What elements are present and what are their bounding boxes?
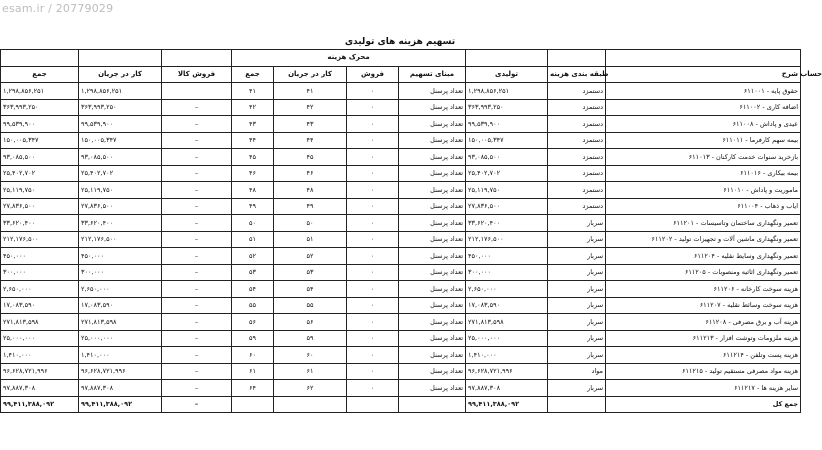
cell-basis: تعداد پرسنل xyxy=(399,314,466,331)
cell-wip-driver: ۵۴ xyxy=(274,281,347,298)
cell-production: ۲,۶۵۰,۰۰۰ xyxy=(466,281,548,298)
cell-basis: تعداد پرسنل xyxy=(399,347,466,364)
watermark: esam.ir / 20779029 xyxy=(2,2,114,15)
cell-sales: ۰ xyxy=(347,297,399,314)
cell-sales: ۰ xyxy=(347,330,399,347)
cell-sales: ۰ xyxy=(347,281,399,298)
cell-production: ۴۵۰,۰۰۰ xyxy=(466,248,548,265)
cell-sales: ۰ xyxy=(347,347,399,364)
cell-sales: ۰ xyxy=(347,149,399,166)
total-label: جمع کل xyxy=(606,396,801,413)
cell-sales: ۰ xyxy=(347,248,399,265)
cell-sold: – xyxy=(162,297,232,314)
cell-basis: تعداد پرسنل xyxy=(399,281,466,298)
col-total: جمع xyxy=(1,66,79,83)
table-row xyxy=(1,363,801,380)
cell-classification: مواد xyxy=(548,363,606,380)
table-row xyxy=(1,231,801,248)
cell-wip-driver: ۵۳ xyxy=(274,264,347,281)
cell-sold xyxy=(162,83,232,100)
cell-sum: ۶۴ xyxy=(232,380,274,397)
cell-total: ۹۹,۵۳۹,۹۰۰ xyxy=(1,116,79,133)
cell-total: ۲,۶۵۰,۰۰۰ xyxy=(1,281,79,298)
cell-total: ۱۷,۰۸۳,۵۹۰ xyxy=(1,297,79,314)
cell-sales: ۰ xyxy=(347,83,399,100)
cell-wip: ۲۷۱,۸۱۳,۵۹۸ xyxy=(79,314,162,331)
cell-classification: سربار xyxy=(548,297,606,314)
cell-sold: – xyxy=(162,330,232,347)
cell-wip-driver: ۴۲ xyxy=(274,99,347,116)
cell-basis: تعداد پرسنل xyxy=(399,149,466,166)
cell-total: ۹۷,۸۸۷,۳۰۸ xyxy=(1,380,79,397)
cell-sum: ۴۸ xyxy=(232,182,274,199)
cell-description: بازخرید سنوات خدمت کارکنان - ۶۱۱۰۱۳ xyxy=(606,149,801,166)
cell-description: هزینه سوخت کارخانه - ۶۱۱۲۰۶ xyxy=(606,281,801,298)
cost-allocation-table xyxy=(0,49,822,413)
cell-basis: تعداد پرسنل xyxy=(399,116,466,133)
cell-basis: تعداد پرسنل xyxy=(399,182,466,199)
cell-sales: ۰ xyxy=(347,116,399,133)
cell-description: هزینه سوخت وسائط نقلیه - ۶۱۱۲۰۷ xyxy=(606,297,801,314)
empty-cell xyxy=(232,396,274,413)
cell-sold: – xyxy=(162,363,232,380)
cell-sales: ۰ xyxy=(347,99,399,116)
cell-classification: دستمزد xyxy=(548,149,606,166)
table-row xyxy=(1,83,801,100)
cell-basis: تعداد پرسنل xyxy=(399,248,466,265)
cell-sold: – xyxy=(162,314,232,331)
cell-sales: ۰ xyxy=(347,231,399,248)
cell-wip-driver: ۵۵ xyxy=(274,297,347,314)
cell-production: ۱۵۰,۰۰۵,۳۴۷ xyxy=(466,132,548,149)
cell-wip: ۲۵,۰۰۰,۰۰۰ xyxy=(79,330,162,347)
cell-classification: دستمزد xyxy=(548,132,606,149)
table-row xyxy=(1,347,801,364)
table-row xyxy=(1,132,801,149)
cell-description: بیمه سهم کارفرما - ۶۱۱۰۱۱ xyxy=(606,132,801,149)
cell-wip: ۱۷,۰۸۳,۵۹۰ xyxy=(79,297,162,314)
cell-classification: دستمزد xyxy=(548,182,606,199)
cell-total: ۲۷۱,۸۱۳,۵۹۸ xyxy=(1,314,79,331)
cell-total: ۹۶,۶۲۸,۷۲۱,۹۹۶ xyxy=(1,363,79,380)
cell-sum: ۵۶ xyxy=(232,314,274,331)
cell-sold: – xyxy=(162,116,232,133)
cell-description: هزینه پست وتلفن - ۶۱۱۲۱۴ xyxy=(606,347,801,364)
cell-production: ۲۵,۱۱۹,۷۵۰ xyxy=(466,182,548,199)
cell-wip: ۹۶,۶۲۸,۷۲۱,۹۹۶ xyxy=(79,363,162,380)
cell-sold: – xyxy=(162,99,232,116)
cell-wip-driver: ۵۹ xyxy=(274,330,347,347)
table-row xyxy=(1,281,801,298)
cell-wip: ۴۵۰,۰۰۰ xyxy=(79,248,162,265)
cell-basis: تعداد پرسنل xyxy=(399,330,466,347)
cell-description: ماموریت و پاداش - ۶۱۱۰۱۰ xyxy=(606,182,801,199)
cell-classification: سربار xyxy=(548,248,606,265)
cell-sales: ۰ xyxy=(347,314,399,331)
cell-total: ۲۵,۴۰۲,۷۰۲ xyxy=(1,165,79,182)
empty-cell xyxy=(274,396,347,413)
cell-description: ایاب و ذهاب - ۶۱۱۰۰۴ xyxy=(606,198,801,215)
cell-total: ۱,۴۱۰,۰۰۰ xyxy=(1,347,79,364)
header-row-top xyxy=(1,50,801,67)
cell-sum: ۴۴ xyxy=(232,132,274,149)
col-description: شرح حساب xyxy=(606,66,801,83)
cell-sum: ۵۵ xyxy=(232,297,274,314)
cell-sales: ۰ xyxy=(347,165,399,182)
empty-cell xyxy=(548,396,606,413)
cell-wip-driver: ۴۹ xyxy=(274,198,347,215)
cell-sold: – xyxy=(162,182,232,199)
cell-sum: ۵۱ xyxy=(232,231,274,248)
cell-wip-driver: ۴۳ xyxy=(274,116,347,133)
cell-sum: ۴۵ xyxy=(232,149,274,166)
cell-sales: ۰ xyxy=(347,264,399,281)
cell-sold: – xyxy=(162,231,232,248)
table-row xyxy=(1,149,801,166)
cell-classification: سربار xyxy=(548,330,606,347)
cell-basis: تعداد پرسنل xyxy=(399,231,466,248)
col-classification: طبقه بندی هزینه xyxy=(548,66,606,83)
cell-classification: سربار xyxy=(548,314,606,331)
cell-wip: ۲۱۲,۱۷۶,۵۰۰ xyxy=(79,231,162,248)
cell-classification: سربار xyxy=(548,231,606,248)
cell-sales: ۰ xyxy=(347,363,399,380)
table-row xyxy=(1,264,801,281)
cell-wip-driver: ۵۰ xyxy=(274,215,347,232)
cell-wip-driver: ۵۱ xyxy=(274,231,347,248)
cell-sold: – xyxy=(162,198,232,215)
cell-wip-driver: ۴۴ xyxy=(274,132,347,149)
cell-sold: – xyxy=(162,264,232,281)
cell-sum: ۶۰ xyxy=(232,347,274,364)
cell-sales: ۰ xyxy=(347,215,399,232)
empty-cell xyxy=(347,396,399,413)
cell-production: ۱۷,۰۸۳,۵۹۰ xyxy=(466,297,548,314)
cell-description: تعمیر ونگهداری وسایط نقلیه - ۶۱۱۲۰۴ xyxy=(606,248,801,265)
cell-total: ۴۵۰,۰۰۰ xyxy=(1,248,79,265)
cell-production: ۹۷,۸۸۷,۳۰۸ xyxy=(466,380,548,397)
cell-wip: ۱۵۰,۰۰۵,۳۴۷ xyxy=(79,132,162,149)
cell-classification: سربار xyxy=(548,264,606,281)
cell-basis: تعداد پرسنل xyxy=(399,380,466,397)
cell-basis: تعداد پرسنل xyxy=(399,264,466,281)
cell-basis: تعداد پرسنل xyxy=(399,83,466,100)
cell-description: هزینه آب و برق مصرفی - ۶۱۱۲۰۸ xyxy=(606,314,801,331)
col-sold-goods: فروش کالا xyxy=(162,66,232,83)
grand-total-row xyxy=(1,396,801,413)
cell-description: اضافه کاری - ۶۱۱۰۰۲ xyxy=(606,99,801,116)
col-wip: کار در جریان xyxy=(79,66,162,83)
cell-wip: ۳۳,۶۲۰,۴۰۰ xyxy=(79,215,162,232)
cell-total: ۱۵۰,۰۰۵,۳۴۷ xyxy=(1,132,79,149)
cell-basis: تعداد پرسنل xyxy=(399,297,466,314)
cell-production: ۲۱۲,۱۷۶,۵۰۰ xyxy=(466,231,548,248)
cell-classification: دستمزد xyxy=(548,116,606,133)
cell-sales: ۰ xyxy=(347,198,399,215)
cell-sum: ۵۲ xyxy=(232,248,274,265)
table-row xyxy=(1,182,801,199)
cell-wip: ۲,۶۵۰,۰۰۰ xyxy=(79,281,162,298)
cell-basis: تعداد پرسنل xyxy=(399,198,466,215)
cell-production: ۱,۲۹۸,۸۵۶,۲۵۱ xyxy=(466,83,548,100)
cell-total: ۲۵,۰۰۰,۰۰۰ xyxy=(1,330,79,347)
cell-sold: – xyxy=(162,248,232,265)
table-row xyxy=(1,215,801,232)
cell-wip-driver: ۵۶ xyxy=(274,314,347,331)
cell-description: بیمه بیکاری - ۶۱۱۰۱۶ xyxy=(606,165,801,182)
cell-total: ۲۱۲,۱۷۶,۵۰۰ xyxy=(1,231,79,248)
cell-wip: ۲۵,۴۰۲,۷۰۲ xyxy=(79,165,162,182)
col-sum: جمع xyxy=(232,66,274,83)
total-sum: ۹۹,۴۱۱,۳۸۸,۰۹۲ xyxy=(1,396,79,413)
cell-sum: ۵۹ xyxy=(232,330,274,347)
cell-classification: سربار xyxy=(548,380,606,397)
cell-description: هزینه مواد مصرفی مستقیم تولید - ۶۱۱۲۱۵ xyxy=(606,363,801,380)
cell-classification: دستمزد xyxy=(548,198,606,215)
cell-classification: سربار xyxy=(548,215,606,232)
col-production: تولیدی xyxy=(466,66,548,83)
cell-production: ۹۳,۰۸۵,۵۰۰ xyxy=(466,149,548,166)
cell-classification: دستمزد xyxy=(548,83,606,100)
cell-sum: ۴۱ xyxy=(232,83,274,100)
table-row xyxy=(1,380,801,397)
cell-description: تعمیر ونگهداری ماشین آلات و تجهیزات تولید - ۶۱۱۲۰۲ xyxy=(606,231,801,248)
cell-production: ۲۷۱,۸۱۳,۵۹۸ xyxy=(466,314,548,331)
cell-description: تعمیر ونگهداری ساختمان وتاسیسات - ۶۱۱۲۰۱ xyxy=(606,215,801,232)
cell-wip-driver: ۶۱ xyxy=(274,363,347,380)
cell-wip-driver: ۴۶ xyxy=(274,165,347,182)
cell-sales: ۰ xyxy=(347,182,399,199)
table-row xyxy=(1,314,801,331)
cell-total: ۲۵,۱۱۹,۷۵۰ xyxy=(1,182,79,199)
cell-classification: سربار xyxy=(548,347,606,364)
total-sold: – xyxy=(162,396,232,413)
cell-sold: – xyxy=(162,347,232,364)
cell-wip-driver: ۴۵ xyxy=(274,149,347,166)
cell-sold: – xyxy=(162,165,232,182)
cell-wip-driver: ۶۲ xyxy=(274,380,347,397)
cell-production: ۱,۴۱۰,۰۰۰ xyxy=(466,347,548,364)
cell-sum: ۴۶ xyxy=(232,165,274,182)
cell-production: ۹۶,۶۲۸,۷۲۱,۹۹۶ xyxy=(466,363,548,380)
cell-wip-driver: ۵۲ xyxy=(274,248,347,265)
cell-description: سایر هزینه ها - ۶۱۱۲۱۷ xyxy=(606,380,801,397)
col-sales: فروش xyxy=(347,66,399,83)
table-row xyxy=(1,99,801,116)
cell-sold: – xyxy=(162,132,232,149)
cell-sum: ۵۰ xyxy=(232,215,274,232)
empty-cell xyxy=(399,396,466,413)
cell-production: ۳۳,۶۲۰,۴۰۰ xyxy=(466,215,548,232)
cell-sales: ۰ xyxy=(347,132,399,149)
cell-wip: ۲۵,۱۱۹,۷۵۰ xyxy=(79,182,162,199)
cell-description: هزینه ملزومات وتوشت افزار - ۶۱۱۲۱۳ xyxy=(606,330,801,347)
cell-total: ۳۰۰,۰۰۰ xyxy=(1,264,79,281)
cell-sold: – xyxy=(162,281,232,298)
cell-wip-driver: ۶۰ xyxy=(274,347,347,364)
cell-wip-driver: ۴۱ xyxy=(274,83,347,100)
cell-sold: – xyxy=(162,215,232,232)
cell-classification: دستمزد xyxy=(548,99,606,116)
cost-driver-group-header: محرک هزینه xyxy=(232,50,466,67)
cell-description: حقوق پایه - ۶۱۱۰۰۱ xyxy=(606,83,801,100)
cell-wip: ۱,۲۹۸,۸۵۶,۲۵۱ xyxy=(79,83,162,100)
cell-sum: ۶۱ xyxy=(232,363,274,380)
table-row xyxy=(1,297,801,314)
cell-sold: – xyxy=(162,380,232,397)
header-row xyxy=(1,66,801,83)
cell-sum: ۵۴ xyxy=(232,281,274,298)
cell-wip: ۹۹,۵۳۹,۹۰۰ xyxy=(79,116,162,133)
table-row xyxy=(1,330,801,347)
cell-description: تعمیر ونگهداری اثاثیه ومنصوبات - ۶۱۱۲۰۵ xyxy=(606,264,801,281)
cell-sales: ۰ xyxy=(347,380,399,397)
cell-classification: دستمزد xyxy=(548,165,606,182)
total-wip: ۹۹,۴۱۱,۳۸۸,۰۹۲ xyxy=(79,396,162,413)
cell-basis: تعداد پرسنل xyxy=(399,165,466,182)
col-wip-driver: کار در جریان xyxy=(274,66,347,83)
cell-wip: ۳۰۰,۰۰۰ xyxy=(79,264,162,281)
cell-sold: – xyxy=(162,149,232,166)
cell-basis: تعداد پرسنل xyxy=(399,215,466,232)
cell-production: ۳۶۳,۹۹۳,۲۵۰ xyxy=(466,99,548,116)
cell-total: ۹۳,۰۸۵,۵۰۰ xyxy=(1,149,79,166)
page-title: تسهیم هزینه های تولیدی xyxy=(344,37,456,47)
cell-description: عیدی و پاداش - ۶۱۱۰۰۸ xyxy=(606,116,801,133)
cell-basis: تعداد پرسنل xyxy=(399,99,466,116)
cell-basis: تعداد پرسنل xyxy=(399,363,466,380)
cell-sum: ۴۳ xyxy=(232,116,274,133)
cell-production: ۲۵,۴۰۲,۷۰۲ xyxy=(466,165,548,182)
cell-classification: سربار xyxy=(548,281,606,298)
cell-wip: ۳۶۳,۹۹۳,۲۵۰ xyxy=(79,99,162,116)
cell-sum: ۴۲ xyxy=(232,99,274,116)
cell-production: ۹۹,۵۳۹,۹۰۰ xyxy=(466,116,548,133)
cell-wip: ۹۳,۰۸۵,۵۰۰ xyxy=(79,149,162,166)
cell-wip: ۱,۴۱۰,۰۰۰ xyxy=(79,347,162,364)
cell-production: ۳۰۰,۰۰۰ xyxy=(466,264,548,281)
cell-total: ۳۳,۶۲۰,۴۰۰ xyxy=(1,215,79,232)
cell-production: ۲۷,۸۳۶,۵۰۰ xyxy=(466,198,548,215)
cell-sum: ۵۳ xyxy=(232,264,274,281)
cell-wip-driver: ۴۸ xyxy=(274,182,347,199)
cell-total: ۳۶۳,۹۹۳,۲۵۰ xyxy=(1,99,79,116)
table-row xyxy=(1,248,801,265)
cell-production: ۲۵,۰۰۰,۰۰۰ xyxy=(466,330,548,347)
table-row xyxy=(1,116,801,133)
cell-wip: ۹۷,۸۸۷,۳۰۸ xyxy=(79,380,162,397)
cell-wip: ۲۷,۸۳۶,۵۰۰ xyxy=(79,198,162,215)
table-row xyxy=(1,198,801,215)
cell-total: ۱,۲۹۸,۸۵۶,۲۵۱ xyxy=(1,83,79,100)
col-basis: مبنای تسهیم xyxy=(399,66,466,83)
table-row xyxy=(1,165,801,182)
cell-total: ۲۷,۸۳۶,۵۰۰ xyxy=(1,198,79,215)
total-production: ۹۹,۴۱۱,۳۸۸,۰۹۲ xyxy=(466,396,548,413)
cell-basis: تعداد پرسنل xyxy=(399,132,466,149)
cell-sum: ۴۹ xyxy=(232,198,274,215)
